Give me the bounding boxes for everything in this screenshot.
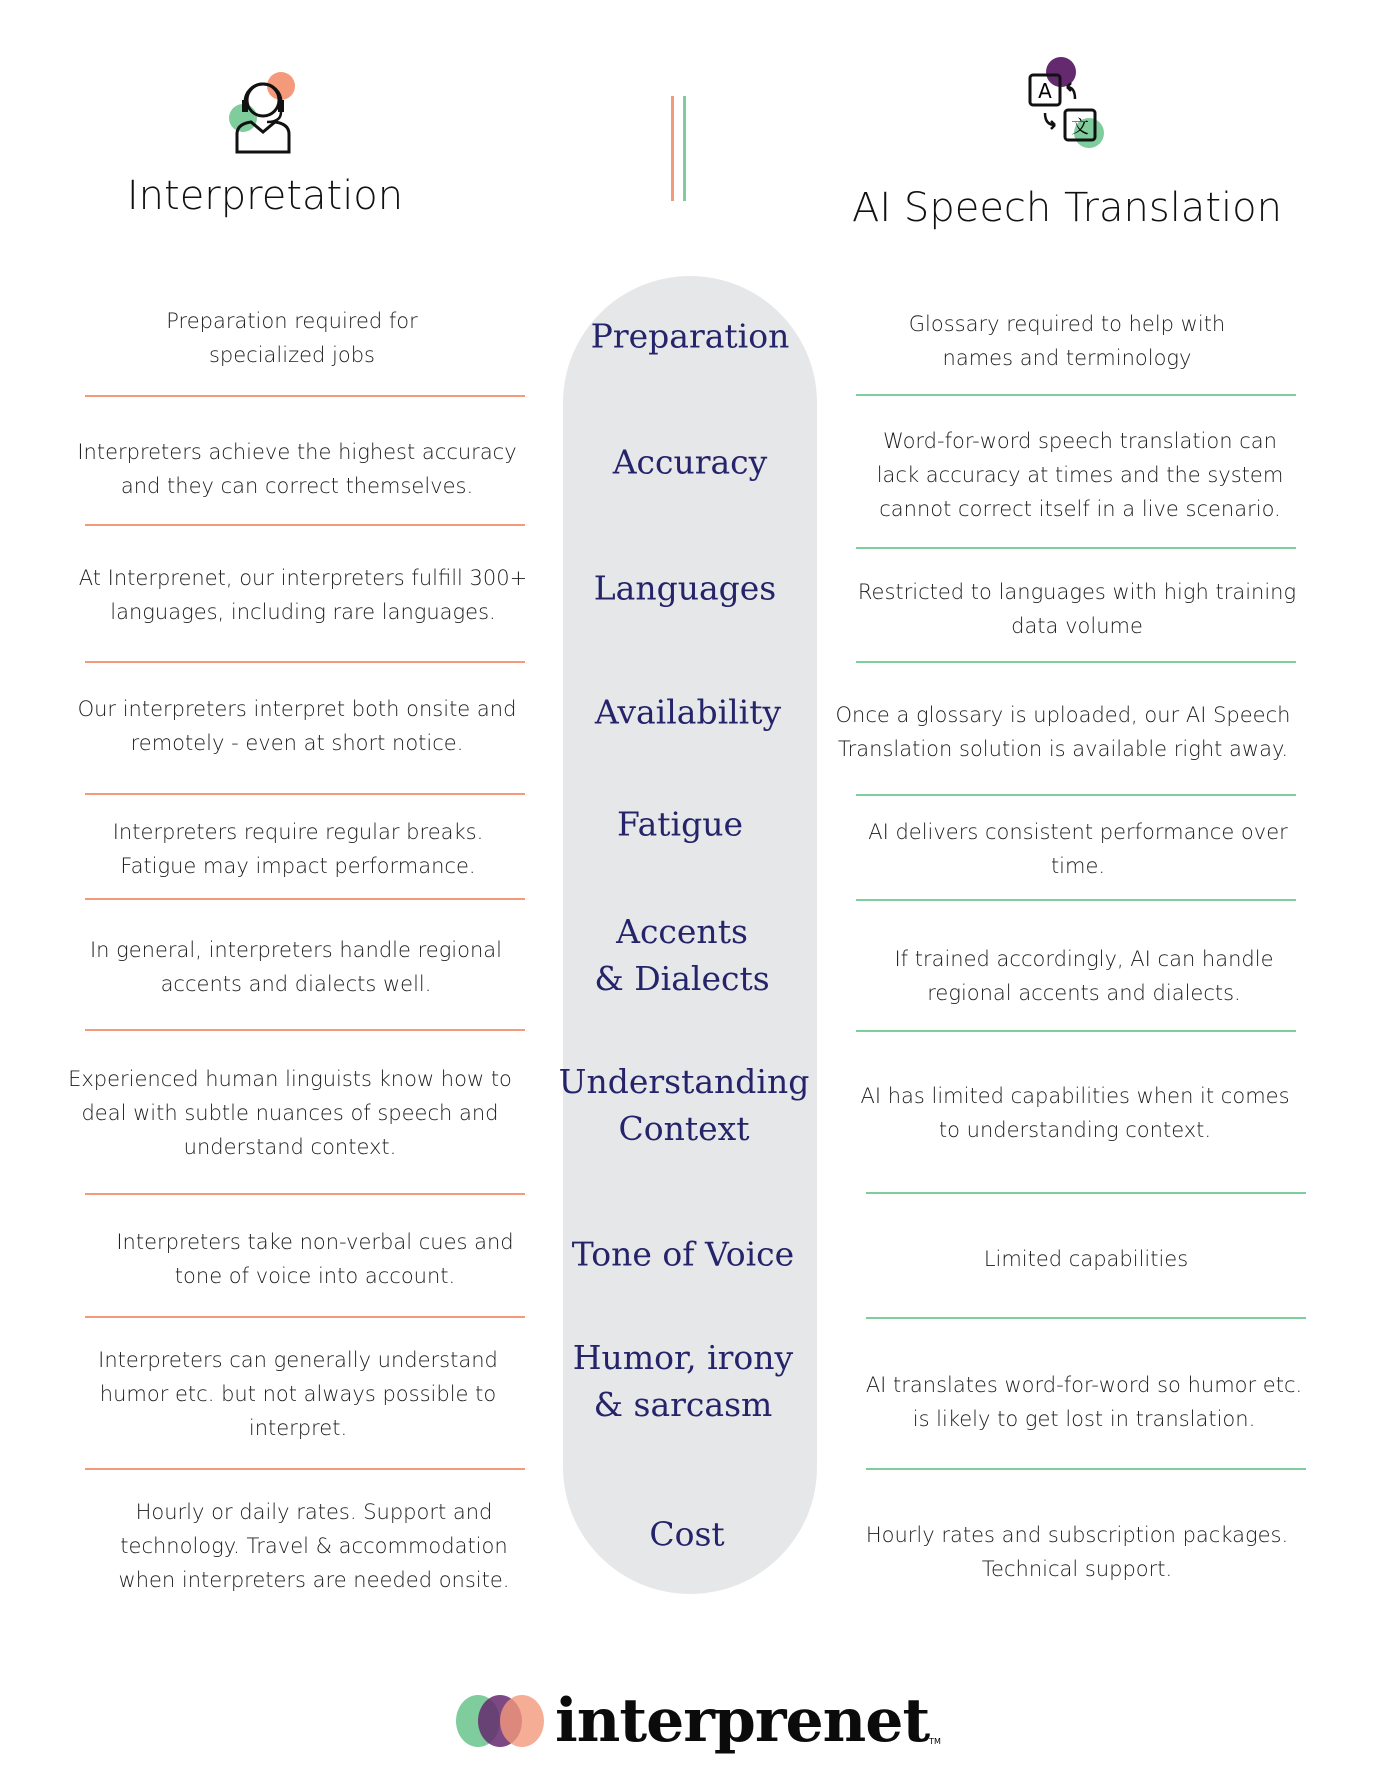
criterion-label: Cost	[649, 1514, 725, 1554]
row-divider-right	[856, 1030, 1296, 1032]
interpretation-cell: At Interprenet, our interpreters fulfill 300+ languages, including rare languages.	[78, 566, 528, 624]
interpretation-cell: In general, interpreters handle regional accents and dialects well.	[89, 938, 502, 996]
ai-cell: AI translates word-for-word so humor etc. is likely to get lost in translation.	[865, 1373, 1303, 1431]
ai-speech-translation-title: AI Speech Translation	[852, 185, 1282, 231]
row-divider-right	[856, 661, 1296, 663]
ai-cell: Hourly rates and subscription packages. Technical support.	[865, 1523, 1289, 1581]
interpreter-headset-icon	[225, 70, 305, 155]
interpretation-cell: Our interpreters interpret both onsite and remotely - even at short notice.	[77, 697, 517, 755]
criterion-label: Accuracy	[612, 442, 768, 482]
criterion-label: Understanding Context	[558, 1062, 810, 1148]
row-divider-right	[866, 1192, 1306, 1194]
interpretation-cell: Interpreters achieve the highest accuracy and they can correct themselves.	[77, 440, 517, 498]
row-divider-left	[85, 524, 525, 526]
row-divider-right	[866, 1317, 1306, 1319]
row-divider-right	[856, 899, 1296, 901]
ai-cell: Word-for-word speech translation can lack accuracy at times and the system cannot correct itself in a live scenario.	[876, 429, 1284, 521]
criterion-label: Languages	[593, 568, 777, 608]
interpretation-cell: Hourly or daily rates. Support and technology. Travel & accommodation when interpreters are needed onsite.	[118, 1500, 510, 1592]
row-divider-left	[85, 1029, 525, 1031]
row-divider-right	[856, 547, 1296, 549]
interpretation-cell: Interpreters require regular breaks. Fatigue may impact performance.	[112, 820, 484, 878]
row-divider-left	[85, 661, 525, 663]
ai-cell: If trained accordingly, AI can handle regional accents and dialects.	[894, 947, 1274, 1005]
row-divider-left	[85, 793, 525, 795]
row-divider-left	[85, 1316, 525, 1318]
criterion-label: Availability	[594, 692, 782, 732]
orange-divider	[671, 96, 674, 201]
ai-cell: Once a glossary is uploaded, our AI Speech Translation solution is available right away.	[835, 703, 1291, 761]
row-divider-left	[85, 1468, 525, 1470]
trademark: TM	[929, 1737, 941, 1746]
green-divider	[683, 96, 686, 201]
criterion-label: Tone of Voice	[571, 1234, 795, 1274]
ai-cell: Restricted to languages with high training data volume	[857, 580, 1297, 638]
criterion-label: Preparation	[590, 316, 790, 356]
interpretation-cell: Experienced human linguists know how to deal with subtle nuances of speech and understand context.	[68, 1067, 512, 1159]
ai-cell: Glossary required to help with names and terminology	[908, 312, 1226, 370]
ai-cell: AI has limited capabilities when it comes to understanding context.	[860, 1084, 1290, 1142]
translate-icon	[1025, 55, 1115, 155]
interpretation-cell: Interpreters can generally understand humor etc. but not always possible to interpret.	[98, 1348, 498, 1440]
logo-wordmark: interprenet	[555, 1686, 930, 1756]
svg-text:A: A	[1038, 79, 1052, 103]
criterion-label: Humor, irony & sarcasm	[572, 1338, 794, 1424]
logo-circles-icon	[455, 1694, 545, 1748]
row-divider-left	[85, 395, 525, 397]
row-divider-left	[85, 1193, 525, 1195]
row-divider-right	[856, 394, 1296, 396]
ai-cell: AI delivers consistent performance over time.	[868, 820, 1288, 878]
interprenet-logo	[455, 1686, 941, 1756]
interpretation-title: Interpretation	[126, 173, 404, 219]
row-divider-right	[866, 1468, 1306, 1470]
interpretation-cell: Preparation required for specialized jobs	[166, 309, 418, 367]
row-divider-right	[856, 794, 1296, 796]
interpretation-cell: Interpreters take non-verbal cues and tone of voice into account.	[116, 1230, 514, 1288]
criterion-label: Accents & Dialects	[594, 912, 770, 998]
criterion-label: Fatigue	[616, 804, 744, 844]
row-divider-left	[85, 898, 525, 900]
ai-cell: Limited capabilities	[983, 1247, 1189, 1271]
svg-text:文: 文	[1071, 117, 1089, 138]
